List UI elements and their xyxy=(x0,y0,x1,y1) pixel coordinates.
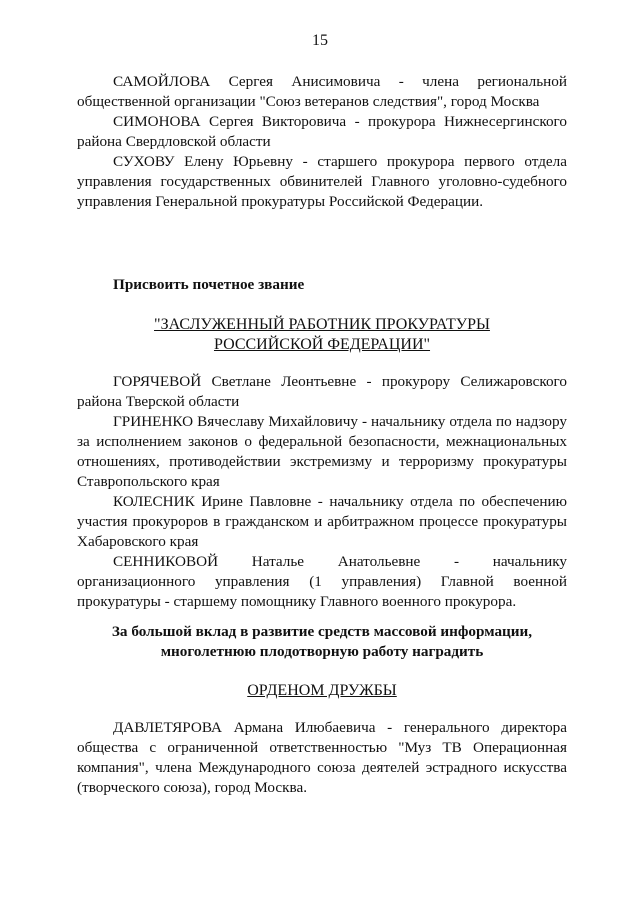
award-entry: САМОЙЛОВА Сергея Анисимовича - члена региональной общественной организации "Союз ветеранов следствия", город Москва xyxy=(77,73,567,110)
award-entry: КОЛЕСНИК Ирине Павловне - начальнику отдела по обеспечению участия прокуроров в гражданском и арбитражном процессе прокуратуры Хабаровского края xyxy=(77,493,567,550)
section-heading-media-award xyxy=(77,622,567,662)
section-heading-honorary-title: Присвоить почетное звание xyxy=(113,276,305,293)
honorary-title xyxy=(77,315,567,355)
award-entry: ДАВЛЕТЯРОВА Армана Илюбаевича - генерального директора общества с ограниченной ответственностью "Муз ТВ Операционная компания", члена Международного союза деятелей эстрадного искусства (творческого союза), город Москва. xyxy=(77,719,567,796)
award-entry: ГРИНЕНКО Вячеславу Михайловичу - начальнику отдела по надзору за исполнением законов о федеральной безопасности, межнациональных отношениях, противодействии экстремизму и терроризму прокуратуры Ставропольского края xyxy=(77,413,567,490)
award-entry: ГОРЯЧЕВОЙ Светлане Леонтьевне - прокурору Селижаровского района Тверской области xyxy=(77,373,567,410)
section2-entries xyxy=(77,372,567,612)
section-heading-line: многолетнюю плодотворную работу наградить xyxy=(160,643,484,660)
award-entry: СИМОНОВА Сергея Викторовича - прокурора Нижнесергинского района Свердловской области xyxy=(77,113,567,150)
award-entry: СУХОВУ Елену Юрьевну - старшего прокурора первого отдела управления государственных обвинителей Главного уголовно-судебного управления Генеральной прокуратуры Российской Федерации. xyxy=(77,153,567,210)
award-entry: СЕННИКОВОЙ Наталье Анатольевне - начальнику организационного управления (1 управления) Главной военной прокуратуры - старшему помощнику Главного военного прокурора. xyxy=(77,553,567,610)
honorary-title-line: "ЗАСЛУЖЕННЫЙ РАБОТНИК ПРОКУРАТУРЫ xyxy=(154,316,490,333)
honorary-title-line: РОССИЙСКОЙ ФЕДЕРАЦИИ" xyxy=(213,336,431,353)
page-number: 15 xyxy=(312,32,328,49)
section3-entries xyxy=(77,718,567,798)
section1-entries xyxy=(77,72,567,212)
section-heading-line: За большой вклад в развитие средств массовой информации, xyxy=(111,623,533,640)
order-title: ОРДЕНОМ ДРУЖБЫ xyxy=(247,682,397,699)
